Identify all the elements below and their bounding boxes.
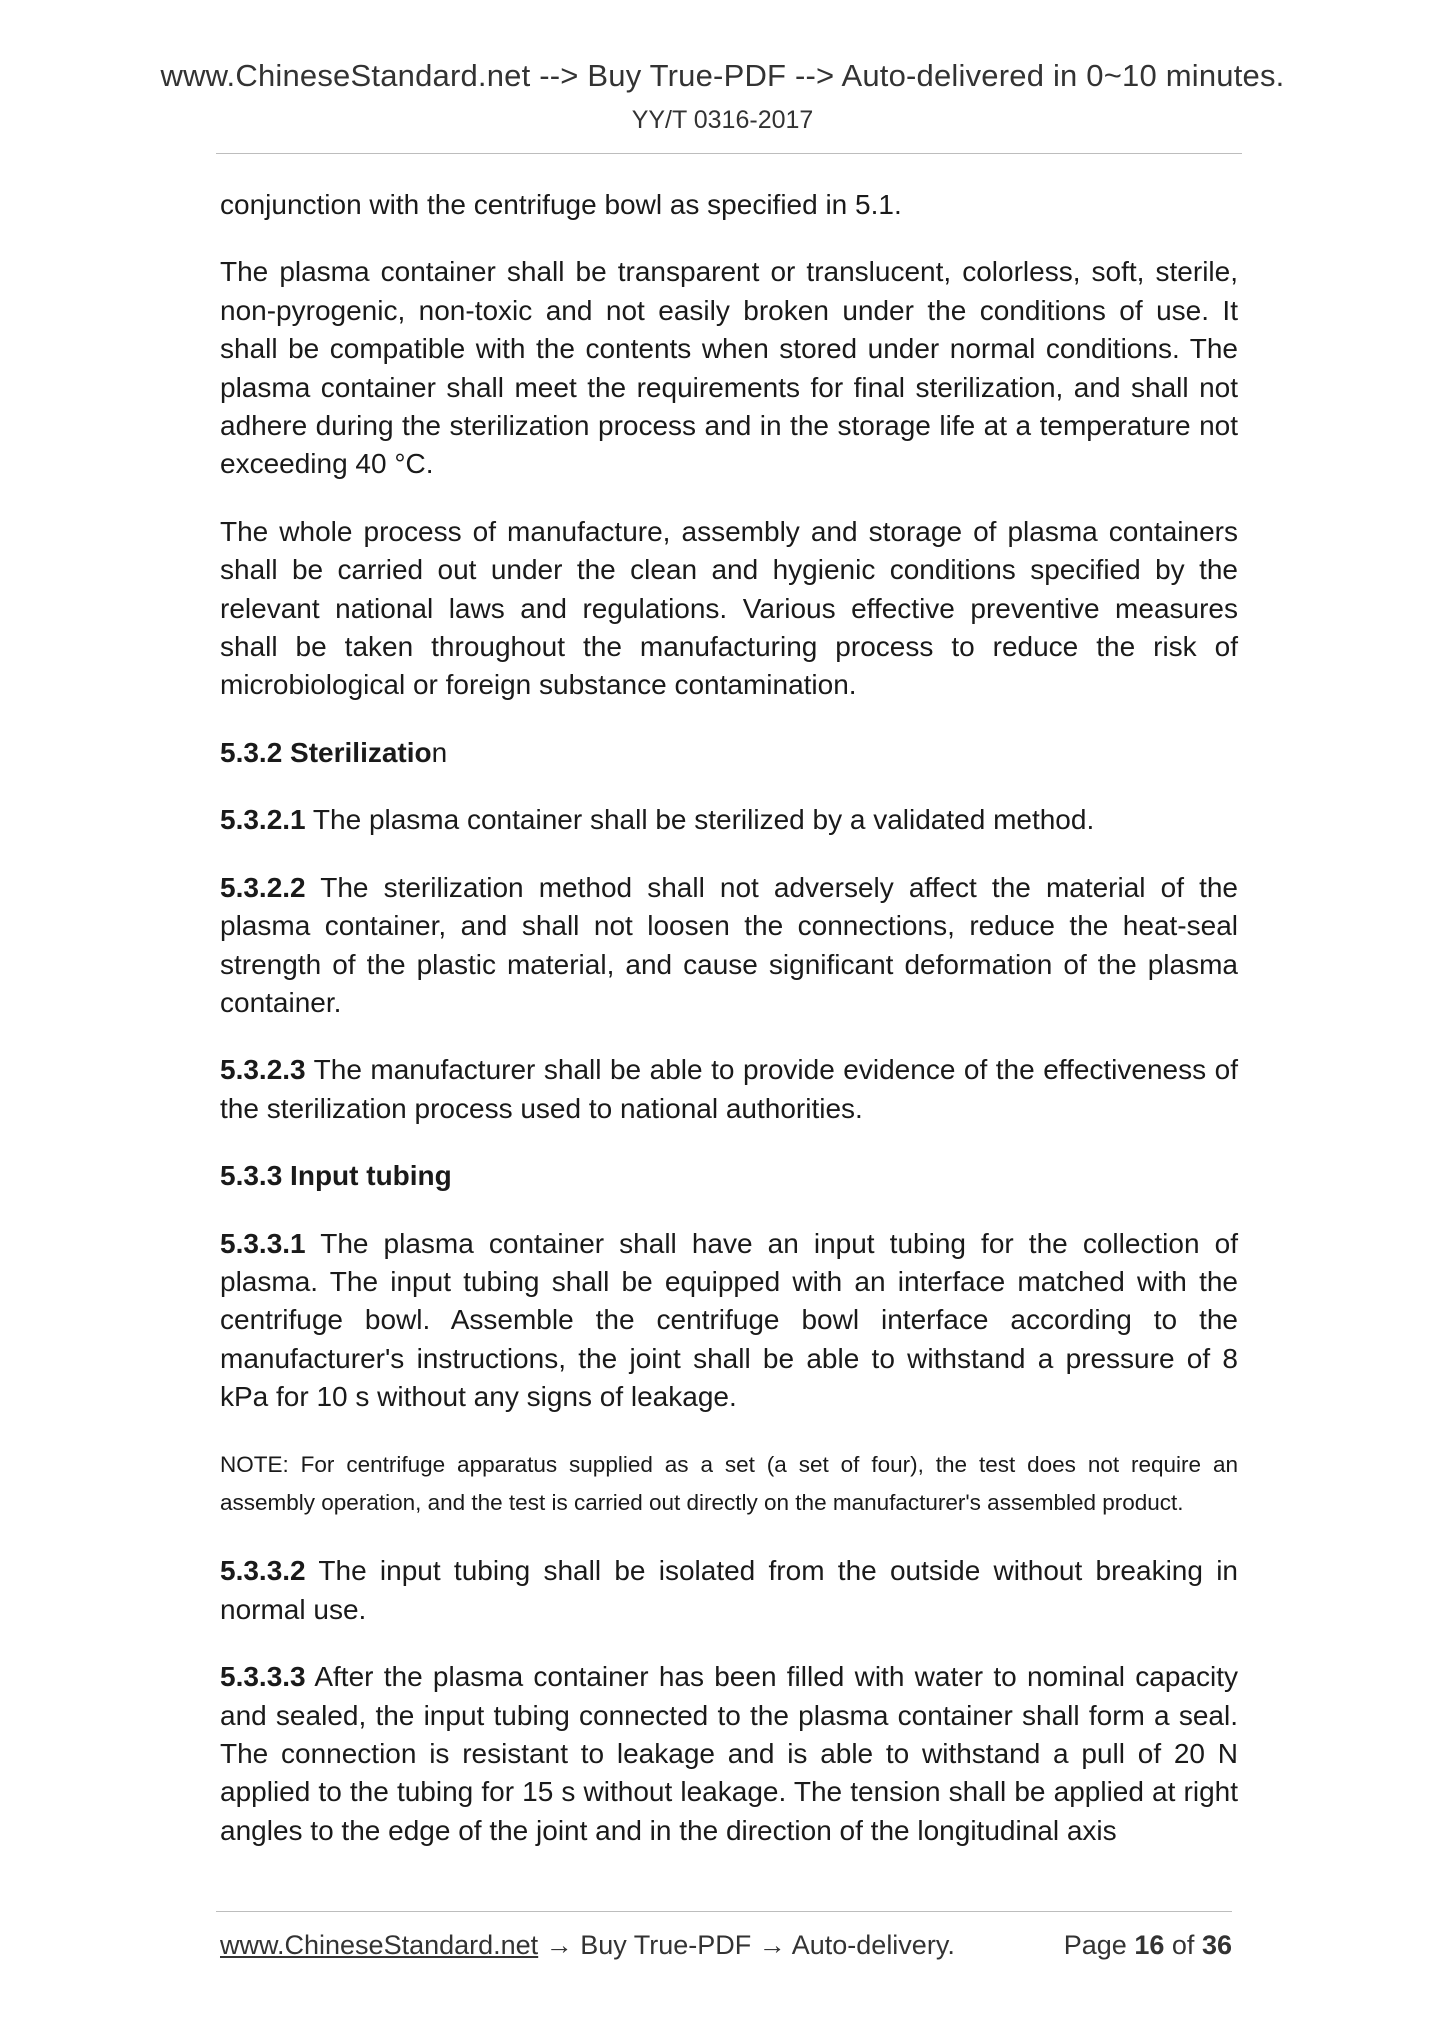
page-indicator — [1064, 1930, 1232, 1961]
page-total: 36 — [1201, 1930, 1232, 1960]
clause-number: 5.3.2.2 — [220, 871, 306, 903]
paragraph-manufacture-process: The whole process of manufacture, assembly and storage of plasma containers shall be carried out under the clean and hygienic conditions specified by the relevant national laws and regulations. Various effective preventive measures shall be taken throughout the manufacturing process to reduce the risk of microbiological or foreign substance contamination. — [220, 515, 1238, 701]
site-banner: www.ChineseStandard.net --> Buy True-PDF --> Auto-delivered in 0~10 minutes. — [160, 58, 1285, 93]
footer-divider — [216, 1911, 1232, 1912]
clause-5-3-3-1 — [220, 1225, 1238, 1417]
clause-5-3-3-3 — [220, 1658, 1238, 1850]
page-content — [220, 186, 1238, 1879]
section-heading-input-tubing-text: 5.3.3 Input tubing — [220, 1160, 452, 1192]
clause-text: The plasma container shall have an input tubing for the collection of plasma. The input tubing shall be equipped with an interface matched with the centrifuge bowl. Assemble the centrifuge bowl interface according to the manufacturer's instructions, the joint shall be able to withstand a pressure of 8 kPa for 10 s without any signs of leakage. — [220, 1227, 1238, 1413]
footer-site-link[interactable]: www.ChineseStandard.net — [220, 1930, 539, 1960]
clause-number: 5.3.3.1 — [220, 1227, 306, 1259]
clause-5-3-2-1 — [220, 801, 1238, 839]
clause-number: 5.3.3.3 — [220, 1661, 306, 1693]
section-heading-sterilization-bold: 5.3.2 Sterilizatio — [220, 736, 432, 768]
section-heading-input-tubing — [220, 1157, 1238, 1195]
section-heading-sterilization-tail: n — [431, 736, 448, 768]
note-paragraph: NOTE: For centrifuge apparatus supplied as a set (a set of four), the test does not require an assembly operation, and the test is carried out directly on the manufacturer's assembled product. — [220, 1451, 1238, 1515]
page-number: 16 — [1134, 1930, 1165, 1960]
header-divider — [216, 153, 1242, 154]
paragraph-container-properties: The plasma container shall be transparent or translucent, colorless, soft, sterile, non-pyrogenic, non-toxic and not easily broken under the conditions of use. It shall be compatible with the contents when stored under normal conditions. The plasma container shall meet the requirements for final sterilization, and shall not adhere during the sterilization process and in the storage life at a temperature not exceeding 40 °C. — [220, 256, 1238, 480]
clause-text: The sterilization method shall not adversely affect the material of the plasma container, and shall not loosen the connections, reduce the heat-seal strength of the plastic material, and cause significant deformation of the plasma container. — [220, 871, 1238, 1018]
clause-text: The manufacturer shall be able to provide evidence of the effectiveness of the sterilization process used to national authorities. — [220, 1054, 1238, 1124]
clause-text: The input tubing shall be isolated from the outside without breaking in normal use. — [220, 1555, 1238, 1625]
footer-promo-text: → Buy True-PDF → Auto-delivery. — [538, 1930, 955, 1960]
clause-5-3-2-2 — [220, 869, 1238, 1023]
clause-text: After the plasma container has been filled with water to nominal capacity and sealed, the input tubing connected to the plasma container shall form a seal. The connection is resistant to leakage and is able to withstand a pull of 20 N applied to the tubing for 15 s without leakage. The tension shall be applied at right angles to the edge of the joint and in the direction of the longitudinal axis — [220, 1661, 1238, 1846]
document-code: YY/T 0316-2017 — [631, 106, 814, 134]
clause-number: 5.3.2.3 — [220, 1054, 306, 1086]
clause-number: 5.3.2.1 — [220, 804, 306, 836]
paragraph-continuation: conjunction with the centrifuge bowl as specified in 5.1. — [220, 189, 902, 220]
clause-text: The plasma container shall be sterilized by a validated method. — [305, 804, 1095, 836]
clause-number: 5.3.3.2 — [220, 1555, 306, 1587]
clause-5-3-3-2 — [220, 1552, 1238, 1629]
page-label: Page — [1063, 1930, 1127, 1960]
page-of-label: of — [1171, 1930, 1195, 1960]
clause-5-3-2-3 — [220, 1051, 1238, 1128]
footer-promo — [220, 1930, 955, 1961]
section-heading-sterilization — [220, 734, 1238, 772]
